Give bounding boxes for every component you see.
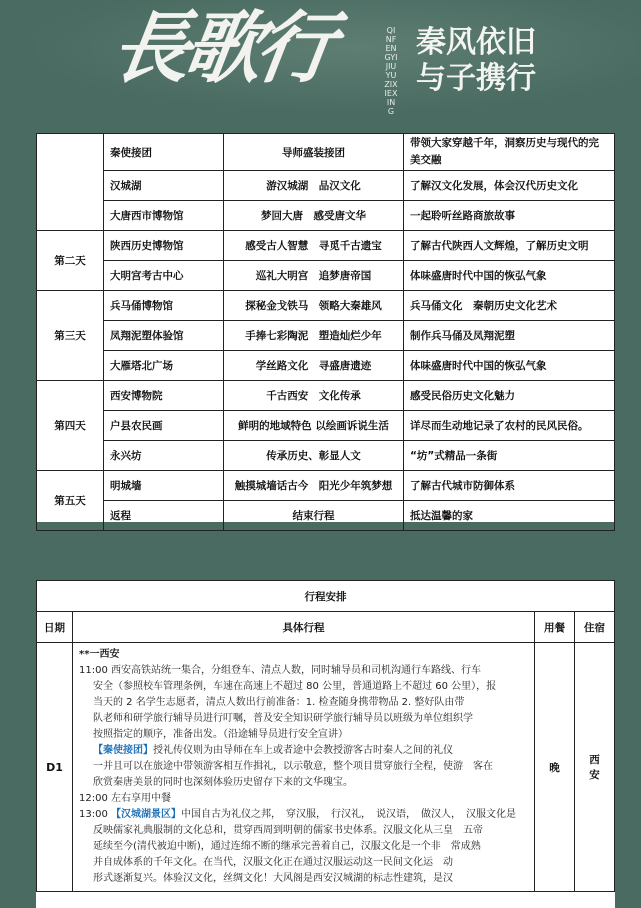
activity-cell: 鲜明的地域特色 以绘画诉说生活: [224, 411, 404, 441]
activity-cell: 巡礼大明宫 追梦唐帝国: [224, 261, 404, 291]
activity-cell: 梦回大唐 感受唐文华: [224, 201, 404, 231]
overview-table: [36, 133, 615, 531]
meaning-cell: 体味盛唐时代中国的恢弘气象: [404, 351, 615, 381]
table-row: [37, 501, 615, 531]
activity-cell: 结束行程: [224, 501, 404, 531]
subtitle-line-1: 秦风依旧: [416, 25, 536, 60]
table-row: [37, 291, 615, 321]
activity-cell: 千古西安 文化传承: [224, 381, 404, 411]
activity-cell: 学丝路文化 寻盛唐遗迹: [224, 351, 404, 381]
meaning-cell: 了解汉文化发展，体会汉代历史文化: [404, 171, 615, 201]
plan-cell: [73, 643, 535, 892]
meaning-cell: 体味盛唐时代中国的恢弘气象: [404, 261, 615, 291]
place-cell: 汉城湖: [104, 171, 224, 201]
place-cell: 大明宫考古中心: [104, 261, 224, 291]
meaning-cell: 一起聆听丝路商旅故事: [404, 201, 615, 231]
subtitle-line-2: 与子携行: [416, 61, 536, 96]
table-row: [37, 351, 615, 381]
meaning-cell: “坊”式精品一条街: [404, 441, 615, 471]
plan-line: [79, 663, 528, 679]
plan-line: 一并且可以在旅途中带领游客相互作揖礼，以示敬意，整个项目贯穿旅行全程，使游 客在: [93, 761, 493, 772]
place-cell: 凤翔泥塑体验馆: [104, 321, 224, 351]
day-cell: 第五天: [37, 471, 104, 531]
section-label: 【秦使接团】: [93, 745, 153, 756]
stay-text: 西: [589, 754, 600, 766]
plan-line: 延续至今(清代被迫中断)，通过连绵不断的继承完善着自己，汉服文化是一个非 常成熟: [93, 841, 481, 852]
meaning-cell: 抵达温馨的家: [404, 501, 615, 531]
place-cell: 返程: [104, 501, 224, 531]
plan-line: 当天的 2 名学生志愿者，清点人数出行前准备：1. 检查随身携带物品 2. 整好队由带: [93, 697, 465, 708]
place-cell: 秦使接团: [104, 134, 224, 171]
activity-cell: 传承历史、彰显人文: [224, 441, 404, 471]
col-plan-header: 具体行程: [73, 612, 535, 643]
place-cell: 大唐西市博物馆: [104, 201, 224, 231]
table-row: [37, 201, 615, 231]
table-row: [37, 381, 615, 411]
table-row: [37, 643, 615, 892]
time-label: 12:00: [79, 793, 108, 804]
activity-cell: 感受古人智慧 寻觅千古遗宝: [224, 231, 404, 261]
day-cell: 第三天: [37, 291, 104, 381]
table-row: [37, 231, 615, 261]
plan-text: 中国自古为礼仪之邦， 穿汉服， 行汉礼， 说汉语， 做汉人， 汉服文化是: [181, 809, 517, 820]
activity-cell: 导师盛装接团: [224, 134, 404, 171]
place-cell: 大雁塔北广场: [104, 351, 224, 381]
plan-line: 欣赏秦唐美景的同时也深刻体验历史留存下来的文华瑰宝。: [93, 777, 353, 788]
day-cell: [37, 134, 104, 231]
place-cell: 陕西历史博物馆: [104, 231, 224, 261]
day-label: D1: [37, 643, 73, 892]
place-cell: 兵马俑博物馆: [104, 291, 224, 321]
vertical-pinyin: QINFENGYIJIU YUZIXIEXING: [384, 26, 398, 116]
plan-line: 反映儒家礼典服制的文化总和，贯穿西周到明朝的儒家书史体系。汉服文化从三皇 五帝: [93, 825, 483, 836]
table-row: [37, 411, 615, 441]
activity-cell: 手捧七彩陶泥 塑造灿烂少年: [224, 321, 404, 351]
plan-text: 授礼传仪则为由导师在车上或者途中会教授游客古时秦人之间的礼仪: [153, 745, 453, 756]
schedule-title: 行程安排: [37, 581, 615, 612]
time-label: 11:00: [79, 665, 108, 676]
place-cell: 西安博物院: [104, 381, 224, 411]
col-meal-header: 用餐: [535, 612, 575, 643]
time-label: 13:00: [79, 809, 108, 820]
plan-text: 西安高铁站统一集合，分组登车、清点人数，同时辅导员和司机沟通行车路线、行车: [111, 665, 482, 676]
place-cell: 永兴坊: [104, 441, 224, 471]
col-date-header: 日期: [37, 612, 73, 643]
meaning-cell: 兵马俑文化 秦朝历史文化艺术: [404, 291, 615, 321]
day-cell: 第四天: [37, 381, 104, 471]
place-cell: 明城墙: [104, 471, 224, 501]
plan-text: 左右享用中餐: [111, 793, 172, 804]
header-banner: [0, 0, 641, 118]
plan-line: [79, 743, 528, 759]
overview-card: [36, 133, 615, 522]
stay-cell: [575, 643, 615, 892]
plan-line: 并自成体系的千年文化。在当代，汉服文化正在通过汉服运动这一民间文化运 动: [93, 857, 453, 868]
activity-cell: 游汉城湖 品汉文化: [224, 171, 404, 201]
meaning-cell: 了解古代陕西人文辉煌，了解历史文明: [404, 231, 615, 261]
col-stay-header: 住宿: [575, 612, 615, 643]
stay-text: 安: [589, 769, 600, 781]
place-cell: 户县农民画: [104, 411, 224, 441]
plan-line: 按照指定的顺序，准备出发。（沿途辅导员进行安全宣讲）: [93, 729, 348, 740]
route-text: **一西安: [79, 649, 120, 660]
schedule-table: [36, 580, 615, 892]
table-row: [37, 134, 615, 171]
calligraphy-title: 長歌行: [105, 3, 335, 94]
table-row: [37, 471, 615, 501]
day-cell: 第二天: [37, 231, 104, 291]
meaning-cell: 详尽而生动地记录了农村的民风民俗。: [404, 411, 615, 441]
table-row: [37, 171, 615, 201]
meaning-cell: 了解古代城市防御体系: [404, 471, 615, 501]
plan-line: [79, 791, 528, 807]
plan-line: 形式逐渐复兴。体验汉文化，丝绸文化！大风阁是西安汉城湖的标志性建筑，是汉: [93, 873, 453, 884]
activity-cell: 触摸城墙话古今 阳光少年筑梦想: [224, 471, 404, 501]
section-label: 【汉城湖景区】: [111, 809, 182, 820]
plan-line: 安全（参照校车管理条例，车速在高速上不超过 80 公里，普通道路上不超过 60 公里），报: [93, 681, 497, 692]
meaning-cell: 带领大家穿越千年，洞察历史与现代的完美交融: [404, 134, 615, 171]
table-row: [37, 321, 615, 351]
meaning-cell: 制作兵马俑及凤翔泥塑: [404, 321, 615, 351]
table-row: [37, 441, 615, 471]
plan-line: 队老师和研学旅行辅导员进行叮嘱，普及安全知识研学旅行辅导员以班级为单位组织学: [93, 713, 473, 724]
activity-cell: 探秘金戈铁马 领略大秦雄风: [224, 291, 404, 321]
table-row: [37, 261, 615, 291]
meaning-cell: 感受民俗历史文化魅力: [404, 381, 615, 411]
schedule-card: [36, 580, 615, 908]
plan-line: [79, 807, 528, 823]
meal-cell: 晚: [535, 643, 575, 892]
